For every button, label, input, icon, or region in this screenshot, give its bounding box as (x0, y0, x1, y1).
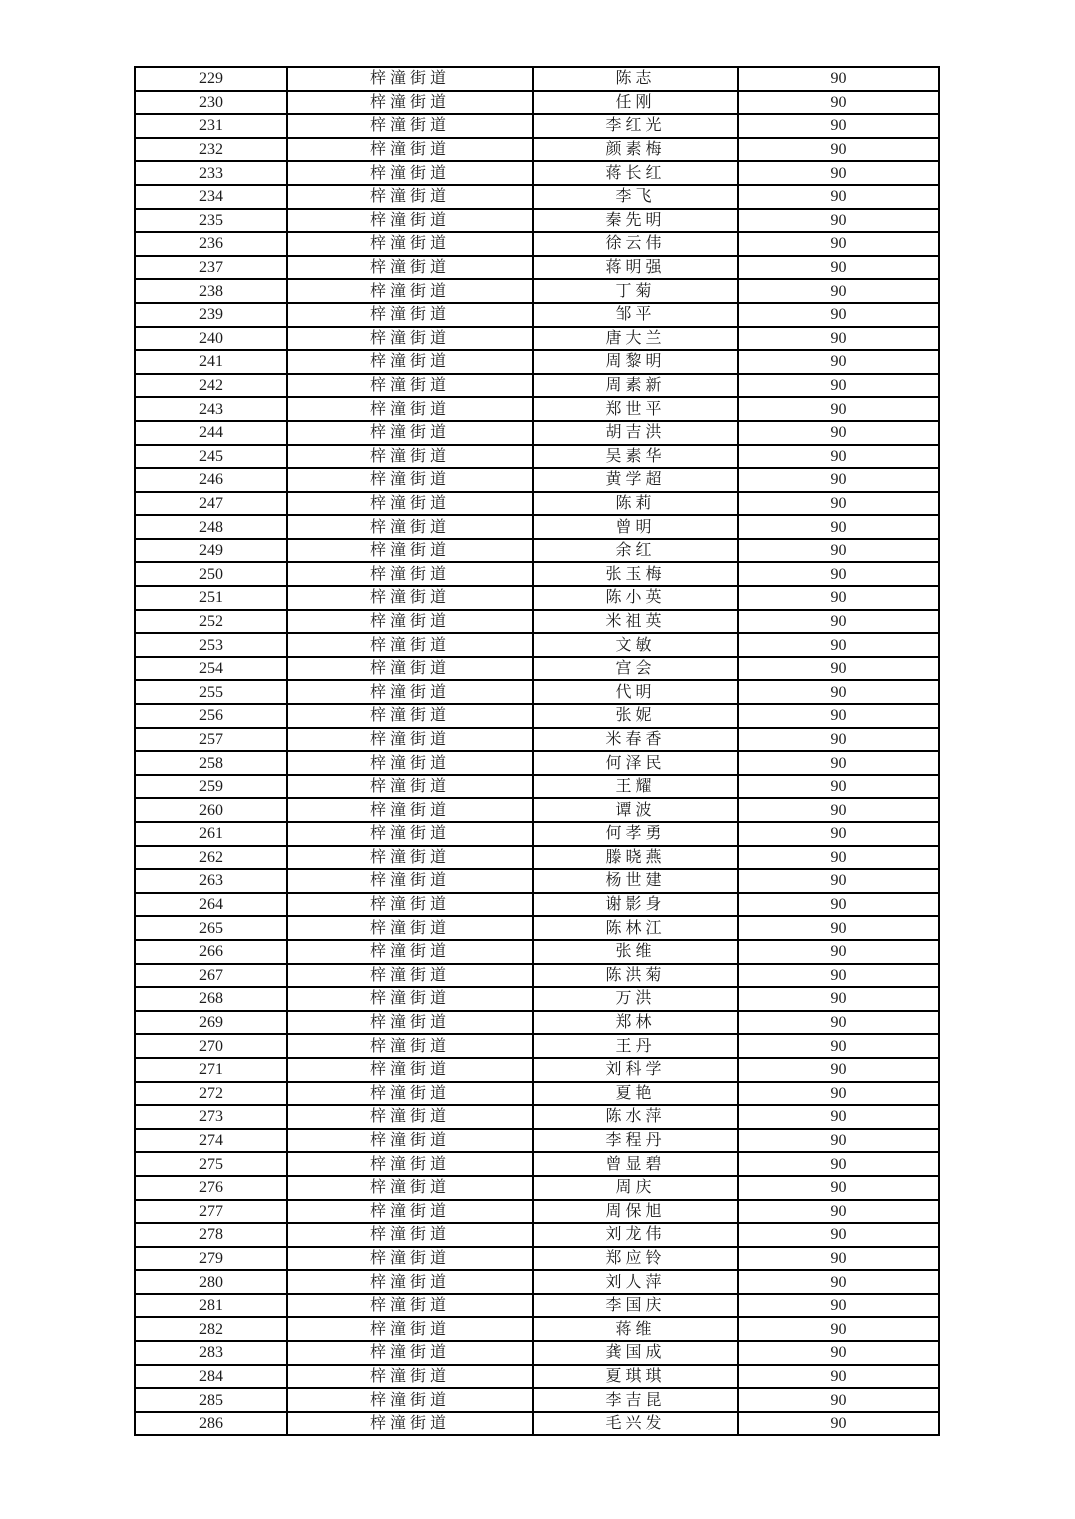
street-cell: 梓潼街道 (287, 138, 533, 162)
street-cell: 梓潼街道 (287, 492, 533, 516)
table-row (135, 1388, 939, 1412)
score-cell: 90 (738, 114, 939, 138)
table-row (135, 751, 939, 775)
street-cell: 梓潼街道 (287, 1317, 533, 1341)
table-row (135, 1317, 939, 1341)
table-row (135, 728, 939, 752)
score-cell: 90 (738, 562, 939, 586)
row-index-cell: 257 (135, 728, 287, 752)
row-index-cell: 246 (135, 468, 287, 492)
row-index-cell: 234 (135, 185, 287, 209)
score-cell: 90 (738, 209, 939, 233)
street-cell: 梓潼街道 (287, 562, 533, 586)
name-cell: 陈小英 (533, 586, 738, 610)
row-index-cell: 247 (135, 492, 287, 516)
name-cell: 宫会 (533, 657, 738, 681)
table-row (135, 185, 939, 209)
score-cell: 90 (738, 775, 939, 799)
score-cell: 90 (738, 185, 939, 209)
street-cell: 梓潼街道 (287, 586, 533, 610)
street-cell: 梓潼街道 (287, 161, 533, 185)
row-index-cell: 261 (135, 822, 287, 846)
street-cell: 梓潼街道 (287, 279, 533, 303)
name-cell: 张玉梅 (533, 562, 738, 586)
street-cell: 梓潼街道 (287, 1294, 533, 1318)
table-row (135, 1152, 939, 1176)
name-cell: 颜素梅 (533, 138, 738, 162)
name-cell: 陈水萍 (533, 1105, 738, 1129)
street-cell: 梓潼街道 (287, 303, 533, 327)
street-cell: 梓潼街道 (287, 987, 533, 1011)
name-cell: 周素新 (533, 374, 738, 398)
row-index-cell: 232 (135, 138, 287, 162)
row-index-cell: 258 (135, 751, 287, 775)
street-cell: 梓潼街道 (287, 704, 533, 728)
street-cell: 梓潼街道 (287, 209, 533, 233)
roster-table-body (135, 67, 939, 1435)
score-cell: 90 (738, 161, 939, 185)
score-cell: 90 (738, 350, 939, 374)
score-cell: 90 (738, 1105, 939, 1129)
street-cell: 梓潼街道 (287, 751, 533, 775)
table-row (135, 1200, 939, 1224)
street-cell: 梓潼街道 (287, 1412, 533, 1436)
score-cell: 90 (738, 279, 939, 303)
table-row (135, 468, 939, 492)
name-cell: 周保旭 (533, 1200, 738, 1224)
name-cell: 郑林 (533, 1011, 738, 1035)
row-index-cell: 245 (135, 445, 287, 469)
table-row (135, 303, 939, 327)
name-cell: 刘人萍 (533, 1270, 738, 1294)
row-index-cell: 249 (135, 539, 287, 563)
street-cell: 梓潼街道 (287, 1058, 533, 1082)
score-cell: 90 (738, 916, 939, 940)
table-row (135, 562, 939, 586)
score-cell: 90 (738, 91, 939, 115)
score-cell: 90 (738, 751, 939, 775)
row-index-cell: 240 (135, 327, 287, 351)
score-cell: 90 (738, 1034, 939, 1058)
table-row (135, 209, 939, 233)
street-cell: 梓潼街道 (287, 1270, 533, 1294)
name-cell: 何泽民 (533, 751, 738, 775)
name-cell: 周庆 (533, 1176, 738, 1200)
score-cell: 90 (738, 987, 939, 1011)
row-index-cell: 242 (135, 374, 287, 398)
name-cell: 米春香 (533, 728, 738, 752)
table-row (135, 397, 939, 421)
row-index-cell: 267 (135, 964, 287, 988)
street-cell: 梓潼街道 (287, 1176, 533, 1200)
table-row (135, 1082, 939, 1106)
row-index-cell: 271 (135, 1058, 287, 1082)
score-cell: 90 (738, 374, 939, 398)
score-cell: 90 (738, 586, 939, 610)
score-cell: 90 (738, 1176, 939, 1200)
score-cell: 90 (738, 1247, 939, 1271)
row-index-cell: 275 (135, 1152, 287, 1176)
row-index-cell: 272 (135, 1082, 287, 1106)
street-cell: 梓潼街道 (287, 1200, 533, 1224)
table-row (135, 539, 939, 563)
street-cell: 梓潼街道 (287, 232, 533, 256)
street-cell: 梓潼街道 (287, 846, 533, 870)
score-cell: 90 (738, 1223, 939, 1247)
table-row (135, 987, 939, 1011)
street-cell: 梓潼街道 (287, 350, 533, 374)
row-index-cell: 280 (135, 1270, 287, 1294)
score-cell: 90 (738, 256, 939, 280)
score-cell: 90 (738, 610, 939, 634)
name-cell: 代明 (533, 680, 738, 704)
street-cell: 梓潼街道 (287, 256, 533, 280)
row-index-cell: 239 (135, 303, 287, 327)
name-cell: 刘龙伟 (533, 1223, 738, 1247)
row-index-cell: 229 (135, 67, 287, 91)
name-cell: 黄学超 (533, 468, 738, 492)
row-index-cell: 263 (135, 869, 287, 893)
table-row (135, 256, 939, 280)
name-cell: 张维 (533, 940, 738, 964)
row-index-cell: 260 (135, 798, 287, 822)
name-cell: 陈林江 (533, 916, 738, 940)
row-index-cell: 248 (135, 515, 287, 539)
table-row (135, 515, 939, 539)
score-cell: 90 (738, 1388, 939, 1412)
row-index-cell: 268 (135, 987, 287, 1011)
street-cell: 梓潼街道 (287, 114, 533, 138)
score-cell: 90 (738, 539, 939, 563)
score-cell: 90 (738, 1365, 939, 1389)
row-index-cell: 233 (135, 161, 287, 185)
table-row (135, 1034, 939, 1058)
name-cell: 蒋长红 (533, 161, 738, 185)
name-cell: 谭波 (533, 798, 738, 822)
name-cell: 任刚 (533, 91, 738, 115)
row-index-cell: 256 (135, 704, 287, 728)
name-cell: 余红 (533, 539, 738, 563)
name-cell: 张妮 (533, 704, 738, 728)
name-cell: 李红光 (533, 114, 738, 138)
street-cell: 梓潼街道 (287, 1082, 533, 1106)
street-cell: 梓潼街道 (287, 374, 533, 398)
street-cell: 梓潼街道 (287, 1247, 533, 1271)
row-index-cell: 264 (135, 893, 287, 917)
score-cell: 90 (738, 1294, 939, 1318)
street-cell: 梓潼街道 (287, 1129, 533, 1153)
score-cell: 90 (738, 303, 939, 327)
table-row (135, 680, 939, 704)
score-cell: 90 (738, 1058, 939, 1082)
name-cell: 陈莉 (533, 492, 738, 516)
score-cell: 90 (738, 1082, 939, 1106)
row-index-cell: 231 (135, 114, 287, 138)
name-cell: 秦先明 (533, 209, 738, 233)
table-row (135, 91, 939, 115)
name-cell: 陈志 (533, 67, 738, 91)
row-index-cell: 266 (135, 940, 287, 964)
row-index-cell: 254 (135, 657, 287, 681)
row-index-cell: 281 (135, 1294, 287, 1318)
score-cell: 90 (738, 421, 939, 445)
table-row (135, 1365, 939, 1389)
score-cell: 90 (738, 964, 939, 988)
score-cell: 90 (738, 67, 939, 91)
row-index-cell: 276 (135, 1176, 287, 1200)
name-cell: 郑世平 (533, 397, 738, 421)
street-cell: 梓潼街道 (287, 185, 533, 209)
name-cell: 何孝勇 (533, 822, 738, 846)
table-row (135, 775, 939, 799)
street-cell: 梓潼街道 (287, 539, 533, 563)
row-index-cell: 236 (135, 232, 287, 256)
table-row (135, 1294, 939, 1318)
score-cell: 90 (738, 846, 939, 870)
name-cell: 蒋明强 (533, 256, 738, 280)
street-cell: 梓潼街道 (287, 1011, 533, 1035)
table-row (135, 1105, 939, 1129)
street-cell: 梓潼街道 (287, 680, 533, 704)
row-index-cell: 273 (135, 1105, 287, 1129)
row-index-cell: 278 (135, 1223, 287, 1247)
name-cell: 李国庆 (533, 1294, 738, 1318)
street-cell: 梓潼街道 (287, 869, 533, 893)
score-cell: 90 (738, 893, 939, 917)
score-cell: 90 (738, 232, 939, 256)
street-cell: 梓潼街道 (287, 327, 533, 351)
name-cell: 曾显碧 (533, 1152, 738, 1176)
score-cell: 90 (738, 657, 939, 681)
table-row (135, 846, 939, 870)
street-cell: 梓潼街道 (287, 1152, 533, 1176)
row-index-cell: 230 (135, 91, 287, 115)
score-cell: 90 (738, 728, 939, 752)
score-cell: 90 (738, 492, 939, 516)
table-row (135, 138, 939, 162)
table-row (135, 1176, 939, 1200)
name-cell: 杨世建 (533, 869, 738, 893)
street-cell: 梓潼街道 (287, 421, 533, 445)
row-index-cell: 277 (135, 1200, 287, 1224)
score-cell: 90 (738, 468, 939, 492)
score-cell: 90 (738, 397, 939, 421)
name-cell: 王丹 (533, 1034, 738, 1058)
street-cell: 梓潼街道 (287, 775, 533, 799)
name-cell: 滕晓燕 (533, 846, 738, 870)
table-row (135, 916, 939, 940)
table-row (135, 940, 939, 964)
score-cell: 90 (738, 704, 939, 728)
row-index-cell: 265 (135, 916, 287, 940)
score-cell: 90 (738, 1317, 939, 1341)
name-cell: 夏琪琪 (533, 1365, 738, 1389)
name-cell: 谢影身 (533, 893, 738, 917)
table-row (135, 1270, 939, 1294)
row-index-cell: 241 (135, 350, 287, 374)
street-cell: 梓潼街道 (287, 91, 533, 115)
row-index-cell: 279 (135, 1247, 287, 1271)
table-row (135, 421, 939, 445)
row-index-cell: 253 (135, 633, 287, 657)
street-cell: 梓潼街道 (287, 397, 533, 421)
score-cell: 90 (738, 1200, 939, 1224)
table-row (135, 798, 939, 822)
street-cell: 梓潼街道 (287, 964, 533, 988)
name-cell: 唐大兰 (533, 327, 738, 351)
row-index-cell: 237 (135, 256, 287, 280)
row-index-cell: 238 (135, 279, 287, 303)
table-row (135, 350, 939, 374)
street-cell: 梓潼街道 (287, 445, 533, 469)
row-index-cell: 244 (135, 421, 287, 445)
street-cell: 梓潼街道 (287, 893, 533, 917)
table-row (135, 1247, 939, 1271)
row-index-cell: 262 (135, 846, 287, 870)
name-cell: 万洪 (533, 987, 738, 1011)
name-cell: 文敏 (533, 633, 738, 657)
score-cell: 90 (738, 798, 939, 822)
table-row (135, 232, 939, 256)
table-row (135, 1412, 939, 1436)
table-row (135, 114, 939, 138)
table-row (135, 610, 939, 634)
street-cell: 梓潼街道 (287, 468, 533, 492)
name-cell: 郑应铃 (533, 1247, 738, 1271)
name-cell: 刘科学 (533, 1058, 738, 1082)
name-cell: 李吉昆 (533, 1388, 738, 1412)
name-cell: 丁菊 (533, 279, 738, 303)
table-row (135, 161, 939, 185)
table-row (135, 492, 939, 516)
score-cell: 90 (738, 1412, 939, 1436)
name-cell: 徐云伟 (533, 232, 738, 256)
name-cell: 毛兴发 (533, 1412, 738, 1436)
score-cell: 90 (738, 138, 939, 162)
table-row (135, 67, 939, 91)
roster-table (134, 66, 940, 1436)
row-index-cell: 286 (135, 1412, 287, 1436)
table-row (135, 893, 939, 917)
score-cell: 90 (738, 445, 939, 469)
name-cell: 胡吉洪 (533, 421, 738, 445)
table-row (135, 633, 939, 657)
row-index-cell: 285 (135, 1388, 287, 1412)
row-index-cell: 282 (135, 1317, 287, 1341)
score-cell: 90 (738, 1011, 939, 1035)
score-cell: 90 (738, 327, 939, 351)
score-cell: 90 (738, 869, 939, 893)
table-row (135, 327, 939, 351)
score-cell: 90 (738, 515, 939, 539)
name-cell: 周黎明 (533, 350, 738, 374)
name-cell: 蒋维 (533, 1317, 738, 1341)
table-row (135, 869, 939, 893)
row-index-cell: 243 (135, 397, 287, 421)
row-index-cell: 250 (135, 562, 287, 586)
street-cell: 梓潼街道 (287, 798, 533, 822)
name-cell: 龚国成 (533, 1341, 738, 1365)
street-cell: 梓潼街道 (287, 916, 533, 940)
street-cell: 梓潼街道 (287, 1341, 533, 1365)
name-cell: 李飞 (533, 185, 738, 209)
row-index-cell: 235 (135, 209, 287, 233)
street-cell: 梓潼街道 (287, 822, 533, 846)
street-cell: 梓潼街道 (287, 633, 533, 657)
row-index-cell: 251 (135, 586, 287, 610)
name-cell: 陈洪菊 (533, 964, 738, 988)
table-row (135, 445, 939, 469)
street-cell: 梓潼街道 (287, 515, 533, 539)
row-index-cell: 284 (135, 1365, 287, 1389)
table-row (135, 1011, 939, 1035)
score-cell: 90 (738, 822, 939, 846)
score-cell: 90 (738, 940, 939, 964)
street-cell: 梓潼街道 (287, 728, 533, 752)
street-cell: 梓潼街道 (287, 67, 533, 91)
row-index-cell: 252 (135, 610, 287, 634)
row-index-cell: 274 (135, 1129, 287, 1153)
name-cell: 曾明 (533, 515, 738, 539)
score-cell: 90 (738, 633, 939, 657)
table-row (135, 586, 939, 610)
street-cell: 梓潼街道 (287, 1223, 533, 1247)
row-index-cell: 269 (135, 1011, 287, 1035)
score-cell: 90 (738, 1152, 939, 1176)
table-row (135, 1058, 939, 1082)
row-index-cell: 283 (135, 1341, 287, 1365)
name-cell: 吴素华 (533, 445, 738, 469)
table-row (135, 1223, 939, 1247)
score-cell: 90 (738, 680, 939, 704)
row-index-cell: 255 (135, 680, 287, 704)
table-row (135, 374, 939, 398)
name-cell: 王耀 (533, 775, 738, 799)
street-cell: 梓潼街道 (287, 610, 533, 634)
table-row (135, 704, 939, 728)
table-row (135, 1341, 939, 1365)
score-cell: 90 (738, 1341, 939, 1365)
street-cell: 梓潼街道 (287, 657, 533, 681)
table-row (135, 964, 939, 988)
name-cell: 夏艳 (533, 1082, 738, 1106)
name-cell: 李程丹 (533, 1129, 738, 1153)
street-cell: 梓潼街道 (287, 1365, 533, 1389)
street-cell: 梓潼街道 (287, 1105, 533, 1129)
table-row (135, 822, 939, 846)
table-row (135, 1129, 939, 1153)
table-row (135, 279, 939, 303)
name-cell: 米祖英 (533, 610, 738, 634)
street-cell: 梓潼街道 (287, 940, 533, 964)
row-index-cell: 259 (135, 775, 287, 799)
row-index-cell: 270 (135, 1034, 287, 1058)
street-cell: 梓潼街道 (287, 1388, 533, 1412)
table-row (135, 657, 939, 681)
name-cell: 邹平 (533, 303, 738, 327)
score-cell: 90 (738, 1270, 939, 1294)
street-cell: 梓潼街道 (287, 1034, 533, 1058)
score-cell: 90 (738, 1129, 939, 1153)
